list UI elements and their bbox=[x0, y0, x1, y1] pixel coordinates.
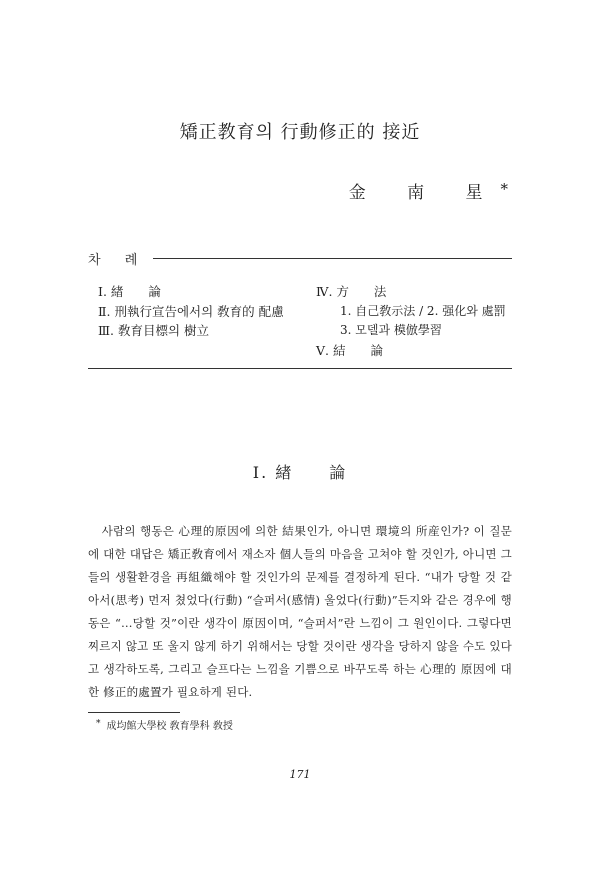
toc-item: Ⅲ. 敎育目標의 樹立 bbox=[98, 323, 210, 338]
footnote bbox=[96, 717, 233, 732]
toc-right-column bbox=[316, 282, 506, 360]
toc-bottom-rule bbox=[88, 368, 512, 369]
author-name: 金 南 星 bbox=[348, 183, 501, 203]
footnote-mark: * bbox=[96, 719, 101, 729]
author bbox=[349, 178, 508, 203]
footnote-text: 成均館大學校 敎育學科 敎授 bbox=[106, 721, 233, 732]
body-paragraph: 사람의 행동은 心理的原因에 의한 結果인가, 아니면 環境의 所産인가? 이 질문에 대한 대답은 矯正敎育에서 재소자 個人들의 마음을 고쳐야 할 것인가, 아니면 그들의 생활환경을 再組織해야 할 것인가의 문제를 결정하게 된다. “내가 당할 것 같아서(思考) 먼저 쳤었다(行動) “슬퍼서(感情) 울었다(行動)”든지와 같은 경우에 행동은 “…당할 것”이란 생각이 原因이며, “슬퍼서”란 느낌이 그 원인이다. 그렇다면 찌르지 않고 또 울지 않게 하기 위해서는 당할 것이란 생각을 당하지 않을 수도 있다고 생각하도록, 그리고 슬프다는 느낌을 기쁨으로 바꾸도록 하는 心理的 原因에 대한 修正的處置가 필요하게 된다. bbox=[88, 524, 512, 699]
toc-left-column bbox=[98, 282, 284, 341]
toc-label: 차 례 bbox=[88, 249, 153, 268]
toc-item: Ⅳ. 方 法 bbox=[316, 284, 387, 299]
author-footnote-mark: * bbox=[500, 180, 508, 198]
footnote-rule bbox=[88, 712, 180, 713]
section-heading: Ⅰ. 緖 論 bbox=[252, 463, 348, 482]
toc-item: Ⅴ. 結 論 bbox=[316, 342, 383, 358]
toc-subitem: 3. 모델과 模倣學習 bbox=[340, 323, 442, 337]
page-number: 171 bbox=[289, 768, 311, 781]
toc-item: Ⅱ. 刑執行宣告에서의 敎育的 配慮 bbox=[98, 303, 284, 319]
paper-title: 矯正教育의 行動修正的 接近 bbox=[179, 122, 421, 143]
toc-subitem: 1. 自己敎示法 / 2. 强化와 處罰 bbox=[340, 303, 506, 318]
toc-item: Ⅰ. 緖 論 bbox=[98, 284, 161, 299]
